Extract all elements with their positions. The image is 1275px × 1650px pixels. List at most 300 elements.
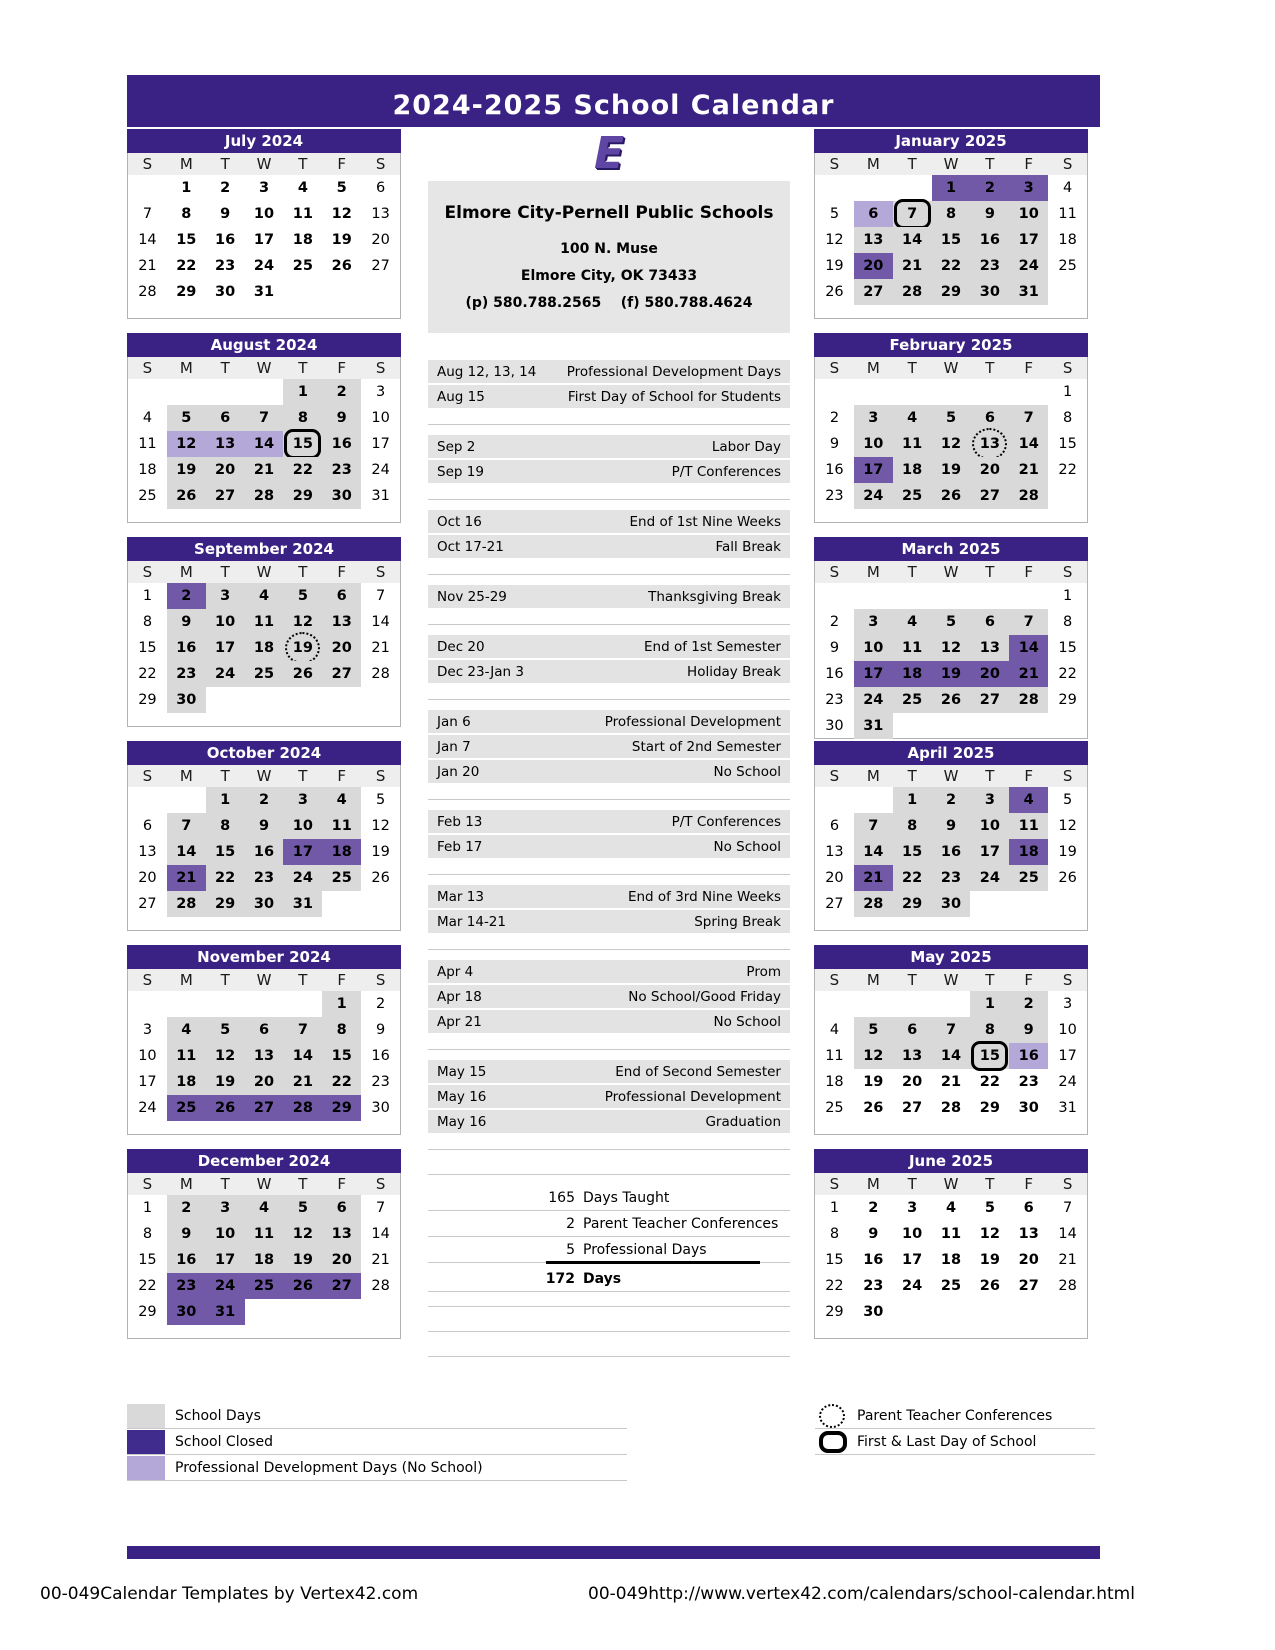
day-number: 11 [940,1226,962,1242]
day-number: 9 [945,818,957,834]
day-cell [167,583,206,609]
day-number: 8 [1062,410,1073,426]
day-number: 11 [825,1048,844,1064]
week-row [128,635,400,661]
day-number: 28 [371,666,390,682]
day-number: 18 [902,462,923,478]
day-cell [206,839,245,865]
day-cell [283,1221,322,1247]
month-title: September 2024 [127,537,401,561]
day-cell [167,1299,206,1325]
day-cell [1048,1299,1087,1325]
day-number: 25 [253,666,275,682]
day-number: 22 [825,1278,844,1294]
week-row [128,1069,400,1095]
dow-label: W [256,767,272,785]
day-cell [283,991,322,1017]
day-cell [854,1273,893,1299]
day-cell [167,175,206,201]
day-cell [322,635,361,661]
month-title: December 2024 [127,1149,401,1173]
day-number: 30 [253,896,275,912]
week-row [128,175,400,201]
day-cell [283,787,322,813]
day-cell [283,201,322,227]
day-cell [128,1221,167,1247]
day-number: 8 [907,818,918,834]
day-number: 1 [142,588,153,604]
day-cell [1009,713,1048,739]
day-number: 11 [1058,206,1077,222]
day-cell [970,1195,1009,1221]
day-number: 22 [331,1074,352,1090]
week-row [128,687,400,713]
summary-label: Professional Days [583,1241,707,1258]
day-cell [932,687,971,713]
week-row [128,431,400,457]
day-cell [245,687,284,713]
day-cell [128,227,167,253]
month-title: April 2025 [814,741,1088,765]
day-cell [322,1221,361,1247]
event-date: Apr 21 [437,1013,482,1030]
day-cell [128,201,167,227]
dow-label: W [256,1175,272,1193]
week-row [128,1299,400,1325]
week-row [815,1273,1087,1299]
day-cell [815,1221,854,1247]
day-cell [932,253,971,279]
day-cell [206,813,245,839]
day-cell [322,483,361,509]
day-number: 7 [181,818,192,834]
day-cell [128,1017,167,1043]
day-number: 2 [868,1200,879,1216]
day-cell [322,1095,361,1121]
day-number: 21 [1058,1252,1077,1268]
day-number: 15 [1058,436,1077,452]
day-cell [1048,991,1087,1017]
day-number: 21 [253,462,275,478]
dow-label: W [943,563,959,581]
event-date: Aug 12, 13, 14 [437,363,537,380]
week-row [815,253,1087,279]
day-cell [322,405,361,431]
day-cell [970,201,1009,227]
day-cell [167,813,206,839]
day-number: 2 [829,410,840,426]
dow-label: W [943,767,959,785]
event-row [428,585,790,610]
day-cell [206,865,245,891]
day-number: 2 [336,384,347,400]
event-label: Start of 2nd Semester [631,738,781,755]
day-number: 3 [868,614,879,630]
dow-label: S [1062,155,1073,173]
day-cell [1048,813,1087,839]
day-of-week-header [815,357,1087,379]
day-cell [206,253,245,279]
event-row [428,535,790,560]
event-spacer [428,410,790,435]
day-number: 14 [902,232,923,248]
day-cell [815,279,854,305]
event-row [428,1110,790,1135]
day-cell [932,379,971,405]
day-cell [932,635,971,661]
day-cell [361,583,400,609]
day-cell [206,227,245,253]
day-number: 2 [375,996,386,1012]
day-cell [970,1095,1009,1121]
day-number: 23 [825,488,844,504]
day-cell [245,483,284,509]
dow-label: T [220,1175,230,1193]
week-row [128,1195,400,1221]
legend-label: School Days [175,1407,261,1424]
day-cell [815,175,854,201]
day-number: 16 [940,844,962,860]
day-cell [322,1043,361,1069]
day-number: 11 [902,436,923,452]
day-number: 2 [984,180,995,196]
day-number: 8 [945,206,957,222]
day-number: 13 [253,1048,275,1064]
day-cell [206,431,245,457]
day-number: 19 [979,1252,1000,1268]
month-title: October 2024 [127,741,401,765]
day-cell [167,1195,206,1221]
day-cell [932,483,971,509]
day-cell [1048,661,1087,687]
day-cell [1009,1299,1048,1325]
days-summary [428,1135,790,1367]
day-cell [932,661,971,687]
day-number: 3 [220,588,231,604]
day-number: 3 [220,1200,231,1216]
day-number: 23 [215,258,236,274]
summary-row [428,1266,790,1292]
day-number: 16 [176,1252,197,1268]
dow-label: F [337,563,347,581]
dow-label: S [375,1175,386,1193]
day-cell [167,379,206,405]
day-cell [283,1017,322,1043]
day-number: 13 [979,436,1000,452]
dow-label: F [337,359,347,377]
day-cell [322,891,361,917]
summary-spacer [428,1317,790,1342]
day-cell [361,1017,400,1043]
day-cell [322,379,361,405]
day-number: 21 [863,870,884,886]
day-cell [932,279,971,305]
day-cell [283,175,322,201]
day-cell [167,687,206,713]
event-label: P/T Conferences [671,813,781,830]
legend-swatch [127,1404,165,1428]
event-row [428,1060,790,1085]
key-dates-list [428,360,790,1135]
day-number: 6 [984,614,995,630]
summary-label: Days Taught [583,1189,670,1206]
event-date: Aug 15 [437,388,485,405]
day-number: 14 [253,436,275,452]
week-row [128,1017,400,1043]
day-number: 19 [940,462,962,478]
day-number: 11 [1018,818,1039,834]
day-cell [932,1043,971,1069]
event-row [428,435,790,460]
day-cell [970,1043,1009,1069]
week-row [128,379,400,405]
summary-spacer [428,1292,790,1317]
month-august-2024 [127,333,401,523]
day-cell [854,1195,893,1221]
day-number: 13 [215,436,236,452]
day-of-week-header [128,969,400,991]
day-cell [893,687,932,713]
day-cell [283,1247,322,1273]
day-number: 8 [829,1226,840,1242]
day-cell [970,991,1009,1017]
day-number: 29 [292,488,313,504]
day-cell [167,891,206,917]
event-row [428,510,790,535]
day-number: 11 [138,436,157,452]
day-cell [361,1299,400,1325]
day-cell [1009,1195,1048,1221]
dow-label: S [829,359,840,377]
dow-label: M [179,155,193,173]
day-cell [361,405,400,431]
day-cell [283,891,322,917]
day-cell [322,583,361,609]
day-cell [245,583,284,609]
dow-label: T [907,563,917,581]
day-number: 12 [825,232,844,248]
day-cell [322,1247,361,1273]
day-number: 19 [1058,844,1077,860]
day-cell [245,1221,284,1247]
dow-label: W [943,359,959,377]
week-row [815,865,1087,891]
day-cell [245,457,284,483]
week-row [128,1247,400,1273]
day-cell [932,1273,971,1299]
day-number: 24 [138,1100,157,1116]
day-cell [128,1273,167,1299]
week-row [815,635,1087,661]
day-cell [893,609,932,635]
day-number: 21 [902,258,923,274]
event-date: Jan 20 [437,763,480,780]
day-cell [854,431,893,457]
day-number: 13 [1018,1226,1039,1242]
day-cell [283,1273,322,1299]
day-number: 18 [902,666,923,682]
day-number: 20 [253,1074,275,1090]
day-cell [854,175,893,201]
week-row [815,457,1087,483]
day-number: 20 [138,870,157,886]
week-row [128,865,400,891]
day-cell [1048,713,1087,739]
day-cell [322,1069,361,1095]
day-number: 26 [292,1278,313,1294]
day-number: 19 [371,844,390,860]
month-title: July 2024 [127,129,401,153]
day-number: 6 [336,1200,347,1216]
event-date: Apr 4 [437,963,474,980]
day-cell [970,227,1009,253]
month-october-2024 [127,741,401,931]
day-cell [815,787,854,813]
day-cell [283,483,322,509]
day-cell [245,865,284,891]
day-number: 21 [1018,462,1039,478]
day-cell [893,431,932,457]
day-number: 20 [825,870,844,886]
day-cell [283,583,322,609]
day-cell [893,1017,932,1043]
day-cell [1009,787,1048,813]
day-number: 7 [258,410,270,426]
event-row [428,985,790,1010]
dow-label: F [1024,359,1034,377]
logo-letter-icon: E [593,128,625,179]
day-number: 31 [863,718,884,734]
day-cell [815,661,854,687]
day-cell [932,405,971,431]
day-cell [970,687,1009,713]
day-number: 10 [863,436,884,452]
summary-row [428,1211,790,1237]
day-cell [361,891,400,917]
day-cell [1048,1017,1087,1043]
day-cell [167,991,206,1017]
dow-label: W [943,971,959,989]
day-number: 10 [215,614,236,630]
event-label: No School [713,838,781,855]
day-cell [206,1247,245,1273]
week-row [815,1095,1087,1121]
footer-credit: 00-049Calendar Templates by Vertex42.com [40,1584,419,1604]
day-number: 20 [979,666,1000,682]
day-number: 14 [1018,436,1039,452]
day-number: 2 [220,180,231,196]
day-cell [206,991,245,1017]
day-number: 13 [863,232,884,248]
day-cell [970,635,1009,661]
day-cell [245,279,284,305]
day-cell [361,1043,400,1069]
week-row [815,279,1087,305]
dow-label: M [866,971,880,989]
event-date: Feb 13 [437,813,483,830]
day-cell [815,201,854,227]
day-cell [283,279,322,305]
week-row [815,431,1087,457]
day-number: 6 [375,180,386,196]
day-cell [854,1043,893,1069]
day-cell [1009,431,1048,457]
day-cell [815,253,854,279]
day-cell [167,1095,206,1121]
day-of-week-header [128,1173,400,1195]
day-cell [932,227,971,253]
week-row [815,1247,1087,1273]
day-cell [1009,1221,1048,1247]
day-cell [1048,635,1087,661]
day-of-week-header [815,765,1087,787]
day-number: 15 [292,436,313,452]
day-number: 28 [902,284,923,300]
day-number: 22 [138,1278,157,1294]
dow-label: M [866,563,880,581]
week-row [815,1195,1087,1221]
dow-label: T [298,563,308,581]
day-cell [1048,253,1087,279]
day-cell [128,891,167,917]
day-number: 29 [176,284,197,300]
day-number: 8 [142,614,153,630]
dow-label: S [1062,1175,1073,1193]
day-number: 9 [258,818,270,834]
day-number: 7 [868,818,879,834]
day-cell [167,1221,206,1247]
day-number: 29 [138,1304,157,1320]
day-cell [206,1195,245,1221]
day-number: 8 [984,1022,995,1038]
day-number: 2 [181,588,192,604]
event-label: First Day of School for Students [567,388,781,405]
day-number: 12 [292,614,313,630]
dow-label: T [298,155,308,173]
day-cell [206,457,245,483]
day-cell [245,1043,284,1069]
day-cell [245,1017,284,1043]
day-cell [128,483,167,509]
day-cell [283,1195,322,1221]
dow-label: T [220,563,230,581]
day-number: 7 [1023,410,1034,426]
day-number: 15 [138,1252,157,1268]
day-number: 4 [1023,792,1034,808]
day-number: 19 [176,462,197,478]
day-number: 1 [142,1200,153,1216]
dow-label: F [1024,155,1034,173]
day-cell [1048,687,1087,713]
dow-label: M [179,563,193,581]
day-cell [245,1069,284,1095]
day-cell [970,1221,1009,1247]
day-cell [1048,227,1087,253]
day-cell [893,865,932,891]
day-cell [322,431,361,457]
week-row [815,1299,1087,1325]
day-cell [854,661,893,687]
dow-label: S [1062,971,1073,989]
day-number: 28 [138,284,157,300]
day-number: 26 [176,488,197,504]
day-number: 10 [1018,206,1039,222]
day-number: 26 [292,666,313,682]
dow-label: T [907,1175,917,1193]
day-cell [854,227,893,253]
event-row [428,710,790,735]
event-row [428,660,790,685]
